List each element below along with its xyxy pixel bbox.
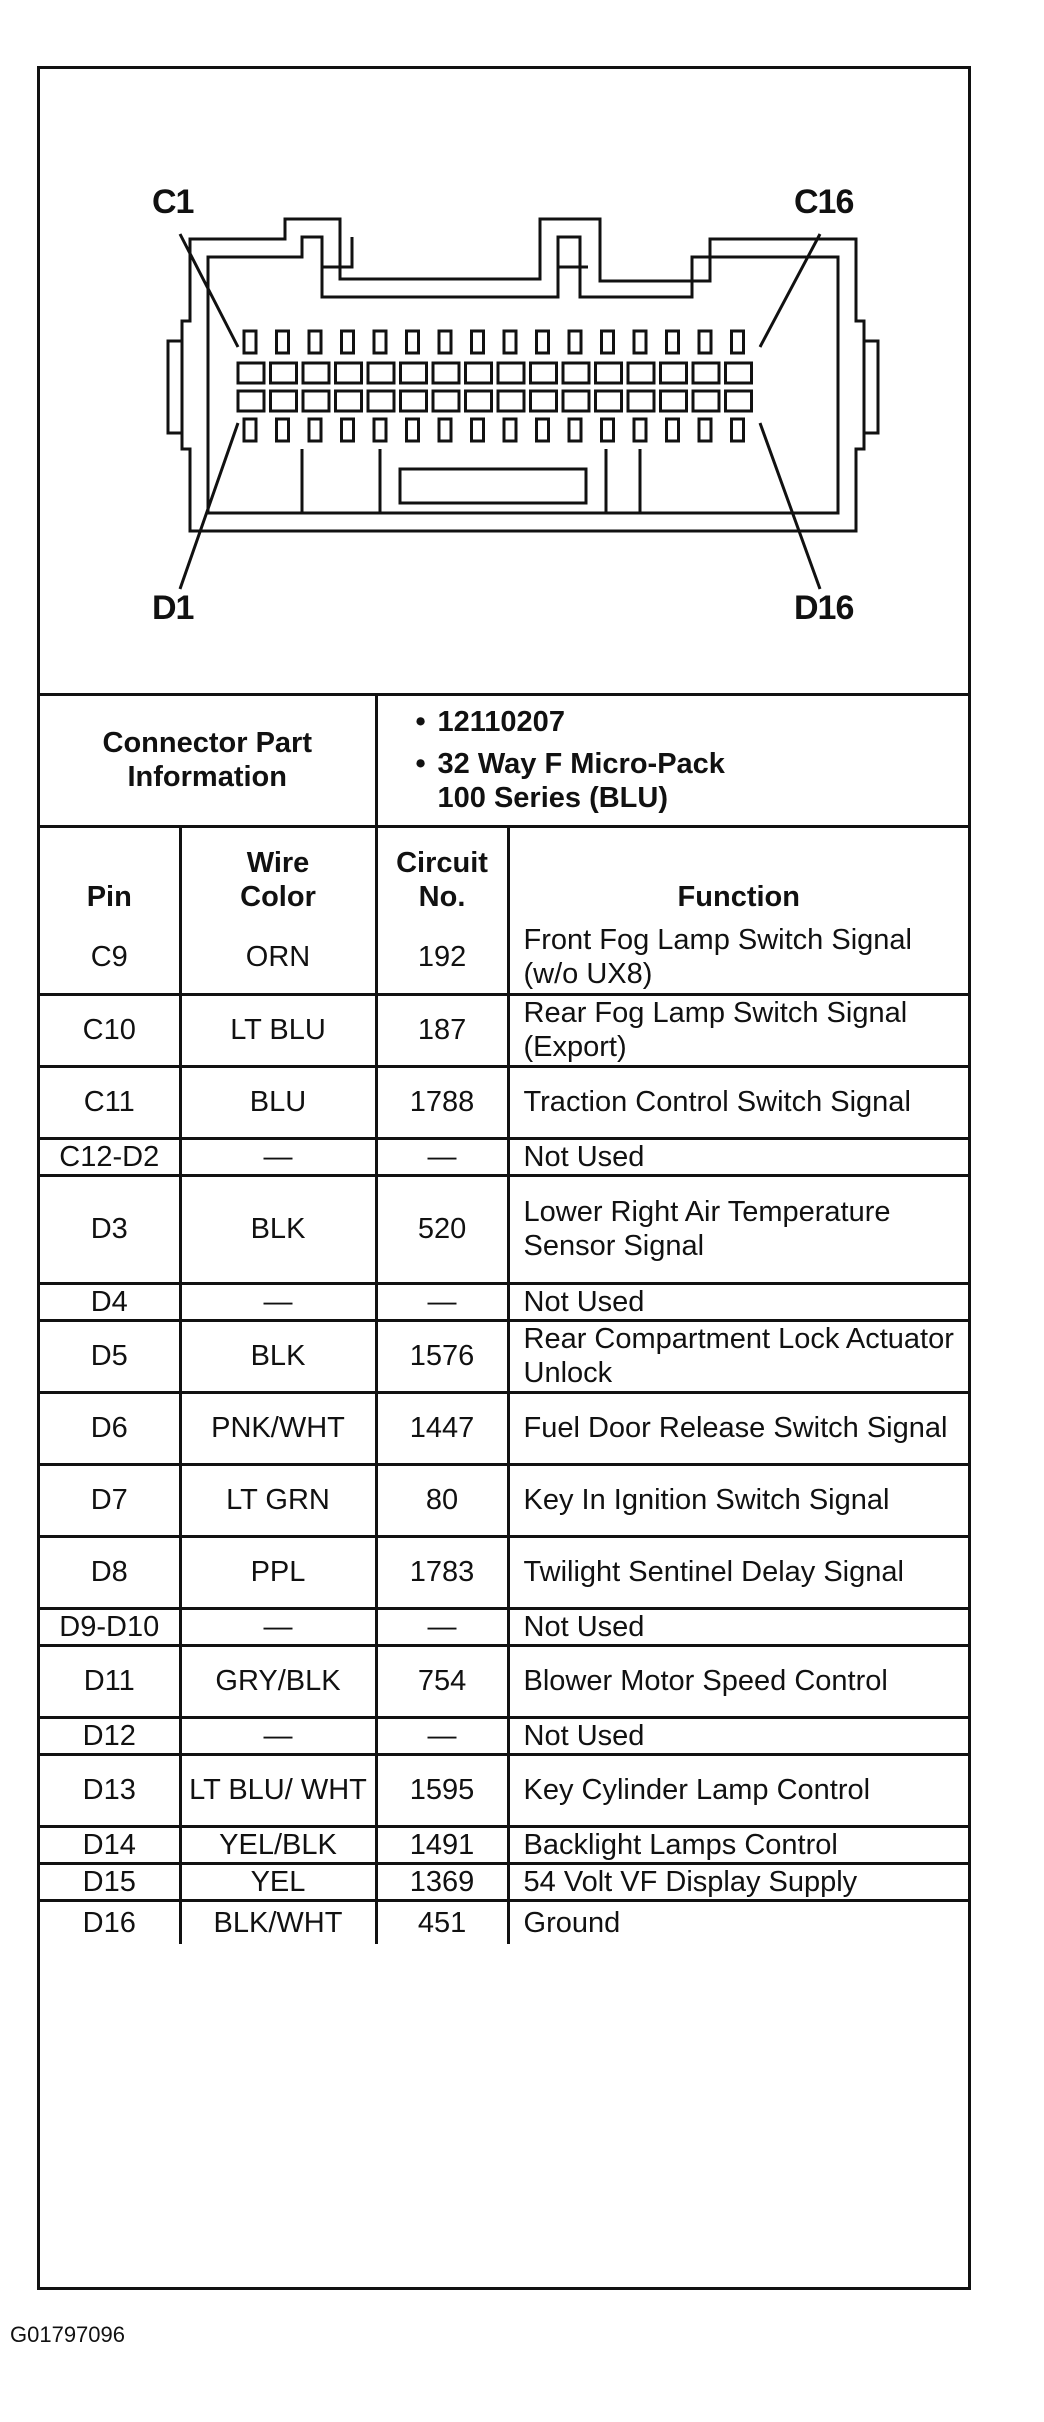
pin-slot	[699, 419, 711, 441]
pin-cell: D9-D10	[40, 1608, 180, 1645]
pin-cavity	[563, 391, 589, 411]
pin-slot	[244, 331, 256, 353]
circuit-cell: —	[376, 1717, 508, 1754]
table-row	[40, 1863, 968, 1900]
pin-slot	[407, 331, 419, 353]
table-row	[40, 1283, 968, 1320]
table-row	[40, 1464, 968, 1536]
pin-slot	[342, 331, 354, 353]
pin-cavity	[466, 363, 492, 383]
function-cell: Backlight Lamps Control	[508, 1826, 968, 1863]
pin-cell: C10	[40, 994, 180, 1066]
circuit-cell: 80	[376, 1464, 508, 1536]
circuit-cell: 1788	[376, 1066, 508, 1138]
circuit-cell: 187	[376, 994, 508, 1066]
pin-slot	[602, 419, 614, 441]
pin-slot	[244, 419, 256, 441]
pin-slot	[634, 331, 646, 353]
circuit-cell: 1783	[376, 1536, 508, 1608]
pin-cavity	[628, 363, 654, 383]
pin-cavity	[466, 391, 492, 411]
connector-info-label-line1: Connector Part	[102, 727, 312, 760]
wire-color-cell: LT GRN	[180, 1464, 376, 1536]
wire-color-cell: —	[180, 1138, 376, 1175]
connector-sheet	[37, 66, 971, 2290]
function-cell: 54 Volt VF Display Supply	[508, 1863, 968, 1900]
function-cell: Twilight Sentinel Delay Signal	[508, 1536, 968, 1608]
wire-color-cell: BLK	[180, 1320, 376, 1392]
pin-cavity	[368, 363, 394, 383]
table-row	[40, 1066, 968, 1138]
connector-info-label	[40, 696, 376, 826]
table-row	[40, 1175, 968, 1283]
pin-cell: D4	[40, 1283, 180, 1320]
pin-slot	[374, 419, 386, 441]
wire-color-cell: PPL	[180, 1536, 376, 1608]
pin-cavity	[726, 363, 752, 383]
pin-cavity	[693, 391, 719, 411]
pin-slot	[732, 331, 744, 353]
pin-cell: D16	[40, 1900, 180, 1944]
table-row	[40, 1826, 968, 1863]
circuit-cell: 192	[376, 922, 508, 994]
pin-slot	[472, 419, 484, 441]
pin-cavity	[726, 391, 752, 411]
pin-cavity	[563, 363, 589, 383]
pin-cavity	[498, 363, 524, 383]
pin-cavity	[693, 363, 719, 383]
pin-slot	[342, 419, 354, 441]
pin-cavity	[433, 363, 459, 383]
circuit-cell: —	[376, 1283, 508, 1320]
pin-slot	[569, 331, 581, 353]
pin-cell: D13	[40, 1754, 180, 1826]
table-row	[40, 1138, 968, 1175]
pin-cell: C11	[40, 1066, 180, 1138]
pin-cavity	[303, 363, 329, 383]
wire-color-cell: GRY/BLK	[180, 1645, 376, 1717]
function-cell: Not Used	[508, 1717, 968, 1754]
pin-cavity	[498, 391, 524, 411]
header-pin: Pin	[40, 826, 180, 922]
pin-cavity	[271, 363, 297, 383]
connector-info-row	[40, 696, 968, 826]
table-row	[40, 994, 968, 1066]
connector-info-values	[376, 696, 968, 826]
table-row	[40, 1900, 968, 1944]
pin-slot	[472, 331, 484, 353]
pin-cavity	[303, 391, 329, 411]
wire-color-cell: BLU	[180, 1066, 376, 1138]
pin-slot	[537, 419, 549, 441]
pin-slot	[699, 331, 711, 353]
pin-cell: D14	[40, 1826, 180, 1863]
pin-cavity	[628, 391, 654, 411]
pin-label-c1: C1	[152, 183, 194, 221]
pin-slot	[602, 331, 614, 353]
pin-slot	[277, 419, 289, 441]
pin-cell: D3	[40, 1175, 180, 1283]
pinout-table	[40, 696, 968, 1944]
circuit-cell: 1491	[376, 1826, 508, 1863]
pin-slot	[569, 419, 581, 441]
pin-cavity	[368, 391, 394, 411]
function-cell: Key Cylinder Lamp Control	[508, 1754, 968, 1826]
function-cell: Not Used	[508, 1608, 968, 1645]
pin-cavity	[271, 391, 297, 411]
circuit-cell: 451	[376, 1900, 508, 1944]
function-cell: Not Used	[508, 1138, 968, 1175]
pin-slot	[537, 331, 549, 353]
pin-slot	[309, 419, 321, 441]
pin-cell: C12-D2	[40, 1138, 180, 1175]
pin-label-d16: D16	[794, 589, 854, 627]
pin-cavity	[238, 391, 264, 411]
part-number: • 12110207	[415, 706, 565, 739]
pin-slot	[439, 331, 451, 353]
table-row	[40, 922, 968, 994]
pinout-rows	[40, 922, 968, 1944]
wire-color-cell: PNK/WHT	[180, 1392, 376, 1464]
pin-slot	[439, 419, 451, 441]
function-cell: Ground	[508, 1900, 968, 1944]
pin-cavity	[596, 363, 622, 383]
pin-slot	[732, 419, 744, 441]
function-cell: Not Used	[508, 1283, 968, 1320]
pin-cell: D7	[40, 1464, 180, 1536]
function-cell: Rear Fog Lamp Switch Signal (Export)	[508, 994, 968, 1066]
table-row	[40, 1608, 968, 1645]
pin-cavity	[433, 391, 459, 411]
pin-cell: C9	[40, 922, 180, 994]
wire-color-cell: —	[180, 1608, 376, 1645]
pin-slot	[277, 331, 289, 353]
pin-label-c16: C16	[794, 183, 854, 221]
function-cell: Key In Ignition Switch Signal	[508, 1464, 968, 1536]
wire-color-cell: LT BLU	[180, 994, 376, 1066]
table-row	[40, 1392, 968, 1464]
pin-cavity	[531, 391, 557, 411]
wire-color-cell: —	[180, 1283, 376, 1320]
pin-cavity	[596, 391, 622, 411]
connector-face-diagram	[40, 69, 968, 696]
pin-slot	[504, 419, 516, 441]
pin-cavity	[661, 363, 687, 383]
pin-cell: D11	[40, 1645, 180, 1717]
pin-slot	[634, 419, 646, 441]
function-cell: Blower Motor Speed Control	[508, 1645, 968, 1717]
function-cell: Traction Control Switch Signal	[508, 1066, 968, 1138]
function-cell: Front Fog Lamp Switch Signal (w/o UX8)	[508, 922, 968, 994]
table-row	[40, 1645, 968, 1717]
pin-cavity	[401, 391, 427, 411]
pin-cell: D12	[40, 1717, 180, 1754]
function-cell: Rear Compartment Lock Actuator Unlock	[508, 1320, 968, 1392]
table-row	[40, 1536, 968, 1608]
pin-cavity	[336, 391, 362, 411]
pin-slot	[667, 419, 679, 441]
circuit-cell: 1576	[376, 1320, 508, 1392]
table-row	[40, 1320, 968, 1392]
pin-cavity	[336, 363, 362, 383]
wire-color-cell: LT BLU/ WHT	[180, 1754, 376, 1826]
circuit-cell: —	[376, 1608, 508, 1645]
table-row	[40, 1754, 968, 1826]
wire-color-cell: —	[180, 1717, 376, 1754]
function-cell: Lower Right Air Temperature Sensor Signal	[508, 1175, 968, 1283]
pin-slot	[309, 331, 321, 353]
pin-cavity	[401, 363, 427, 383]
column-header-row	[40, 826, 968, 922]
pin-cavity	[661, 391, 687, 411]
connector-info-label-line2: Information	[127, 761, 287, 794]
connector-series: 100 Series (BLU)	[437, 782, 669, 815]
wire-color-cell: YEL	[180, 1863, 376, 1900]
header-function: Function	[508, 826, 968, 922]
circuit-cell: —	[376, 1138, 508, 1175]
pin-cell: D8	[40, 1536, 180, 1608]
circuit-cell: 1595	[376, 1754, 508, 1826]
function-cell: Fuel Door Release Switch Signal	[508, 1392, 968, 1464]
pin-cell: D5	[40, 1320, 180, 1392]
wire-color-cell: BLK	[180, 1175, 376, 1283]
header-circuit-no: Circuit No.	[376, 826, 508, 922]
pin-cavity	[238, 363, 264, 383]
table-row	[40, 1717, 968, 1754]
wire-color-cell: YEL/BLK	[180, 1826, 376, 1863]
circuit-cell: 520	[376, 1175, 508, 1283]
pin-cell: D6	[40, 1392, 180, 1464]
connector-type: • 32 Way F Micro-Pack	[415, 748, 725, 781]
circuit-cell: 1369	[376, 1863, 508, 1900]
figure-id: G01797096	[10, 2322, 125, 2347]
pin-slot	[407, 419, 419, 441]
pin-slot	[667, 331, 679, 353]
pin-slot	[374, 331, 386, 353]
pin-cavity	[531, 363, 557, 383]
pin-cell: D15	[40, 1863, 180, 1900]
header-wire-color: Wire Color	[180, 826, 376, 922]
pin-label-d1: D1	[152, 589, 194, 627]
wire-color-cell: ORN	[180, 922, 376, 994]
wire-color-cell: BLK/WHT	[180, 1900, 376, 1944]
circuit-cell: 754	[376, 1645, 508, 1717]
circuit-cell: 1447	[376, 1392, 508, 1464]
pin-slot	[504, 331, 516, 353]
